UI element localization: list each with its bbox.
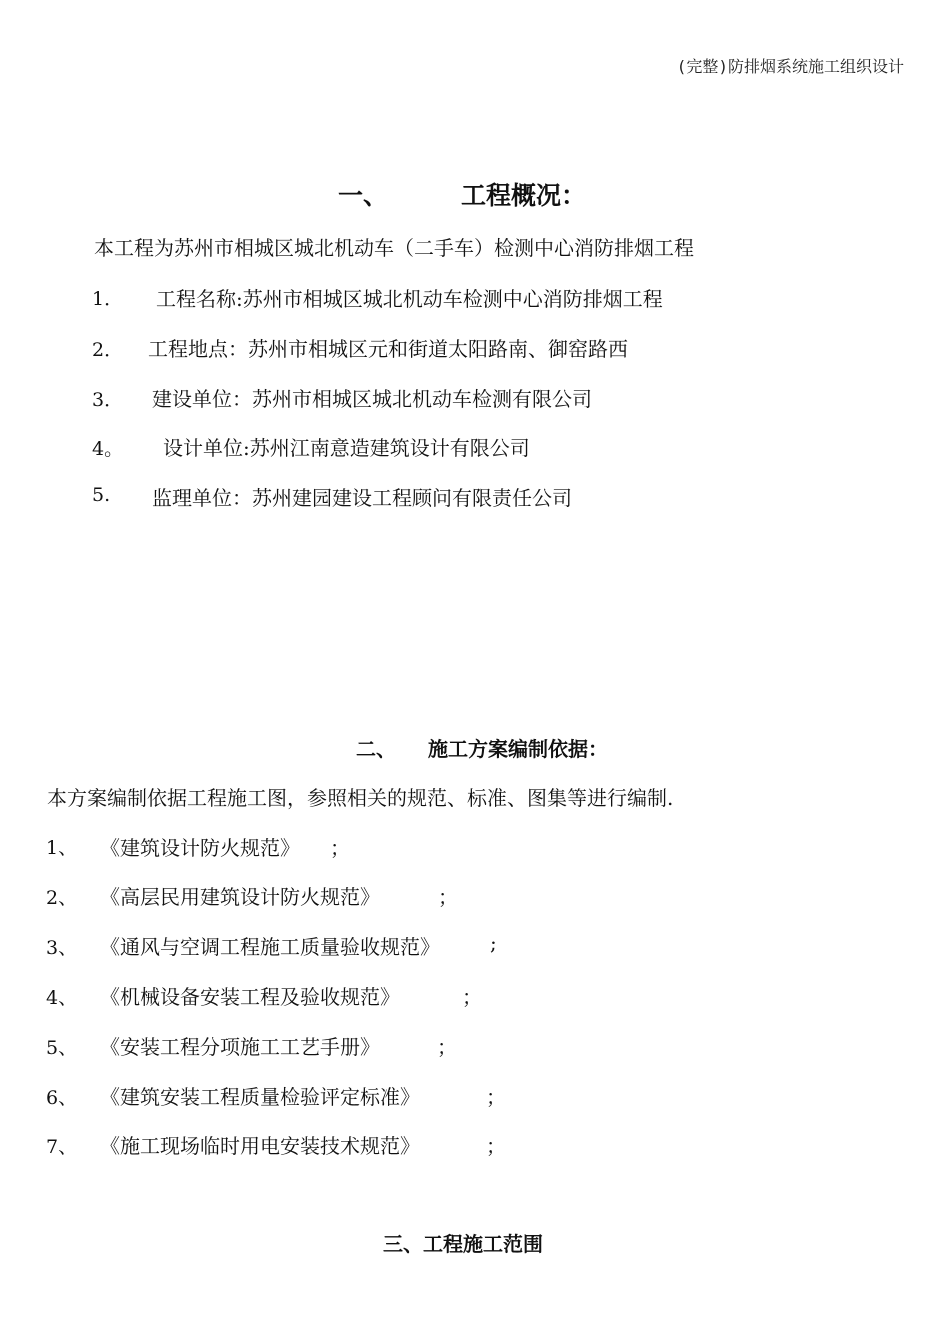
- running-header: (完整)防排烟系统施工组织设计: [676, 57, 904, 76]
- reference-title: 《建筑设计防火规范》: [100, 836, 300, 860]
- item-number: 4。: [92, 438, 124, 460]
- reference-punctuation: ；: [438, 885, 458, 909]
- item-number: 1．: [92, 288, 124, 310]
- item-number: 2．: [92, 339, 124, 361]
- reference-number: 6、: [46, 1087, 78, 1109]
- reference-number: 1、: [46, 837, 78, 859]
- reference-number: 3、: [46, 937, 78, 959]
- reference-title: 《高层民用建筑设计防火规范》: [100, 885, 380, 909]
- reference-punctuation: ；: [486, 1085, 506, 1109]
- reference-punctuation: ;: [490, 931, 497, 955]
- section2-intro: 本方案编制依据工程施工图，参照相关的规范、标准、图集等进行编制.: [47, 786, 674, 810]
- reference-title: 《机械设备安装工程及验收规范》: [100, 985, 400, 1009]
- reference-number: 5、: [46, 1037, 78, 1059]
- reference-number: 7、: [46, 1136, 78, 1158]
- reference-title: 《建筑安装工程质量检验评定标准》: [100, 1085, 420, 1109]
- item-text: 建设单位：苏州市相城区城北机动车检测有限公司: [152, 387, 592, 411]
- reference-punctuation: ；: [330, 836, 350, 860]
- reference-punctuation: ；: [486, 1134, 506, 1158]
- section1-number: 一、: [338, 181, 389, 210]
- section2-number: 二、: [356, 737, 396, 761]
- item-number: 5.: [92, 484, 111, 506]
- item-text: 设计单位:苏州江南意造建筑设计有限公司: [163, 436, 530, 460]
- section2-title: 施工方案编制依据：: [428, 737, 608, 761]
- section1-title: 工程概况：: [461, 181, 587, 210]
- reference-title: 《安装工程分项施工工艺手册》: [100, 1035, 380, 1059]
- reference-title: 《通风与空调工程施工质量验收规范》: [100, 935, 440, 959]
- section3-title: 三、工程施工范围: [383, 1232, 543, 1256]
- item-text: 工程地点：苏州市相城区元和街道太阳路南、御窑路西: [148, 337, 628, 361]
- reference-number: 2、: [46, 887, 78, 909]
- reference-number: 4、: [46, 987, 78, 1009]
- section1-intro: 本工程为苏州市相城区城北机动车（二手车）检测中心消防排烟工程: [94, 236, 694, 260]
- reference-title: 《施工现场临时用电安装技术规范》: [100, 1134, 420, 1158]
- reference-punctuation: ；: [462, 985, 482, 1009]
- item-number: 3．: [92, 389, 124, 411]
- item-text: 监理单位：苏州建园建设工程顾问有限责任公司: [152, 486, 572, 510]
- reference-punctuation: ；: [437, 1035, 457, 1059]
- item-text: 工程名称:苏州市相城区城北机动车检测中心消防排烟工程: [156, 287, 663, 311]
